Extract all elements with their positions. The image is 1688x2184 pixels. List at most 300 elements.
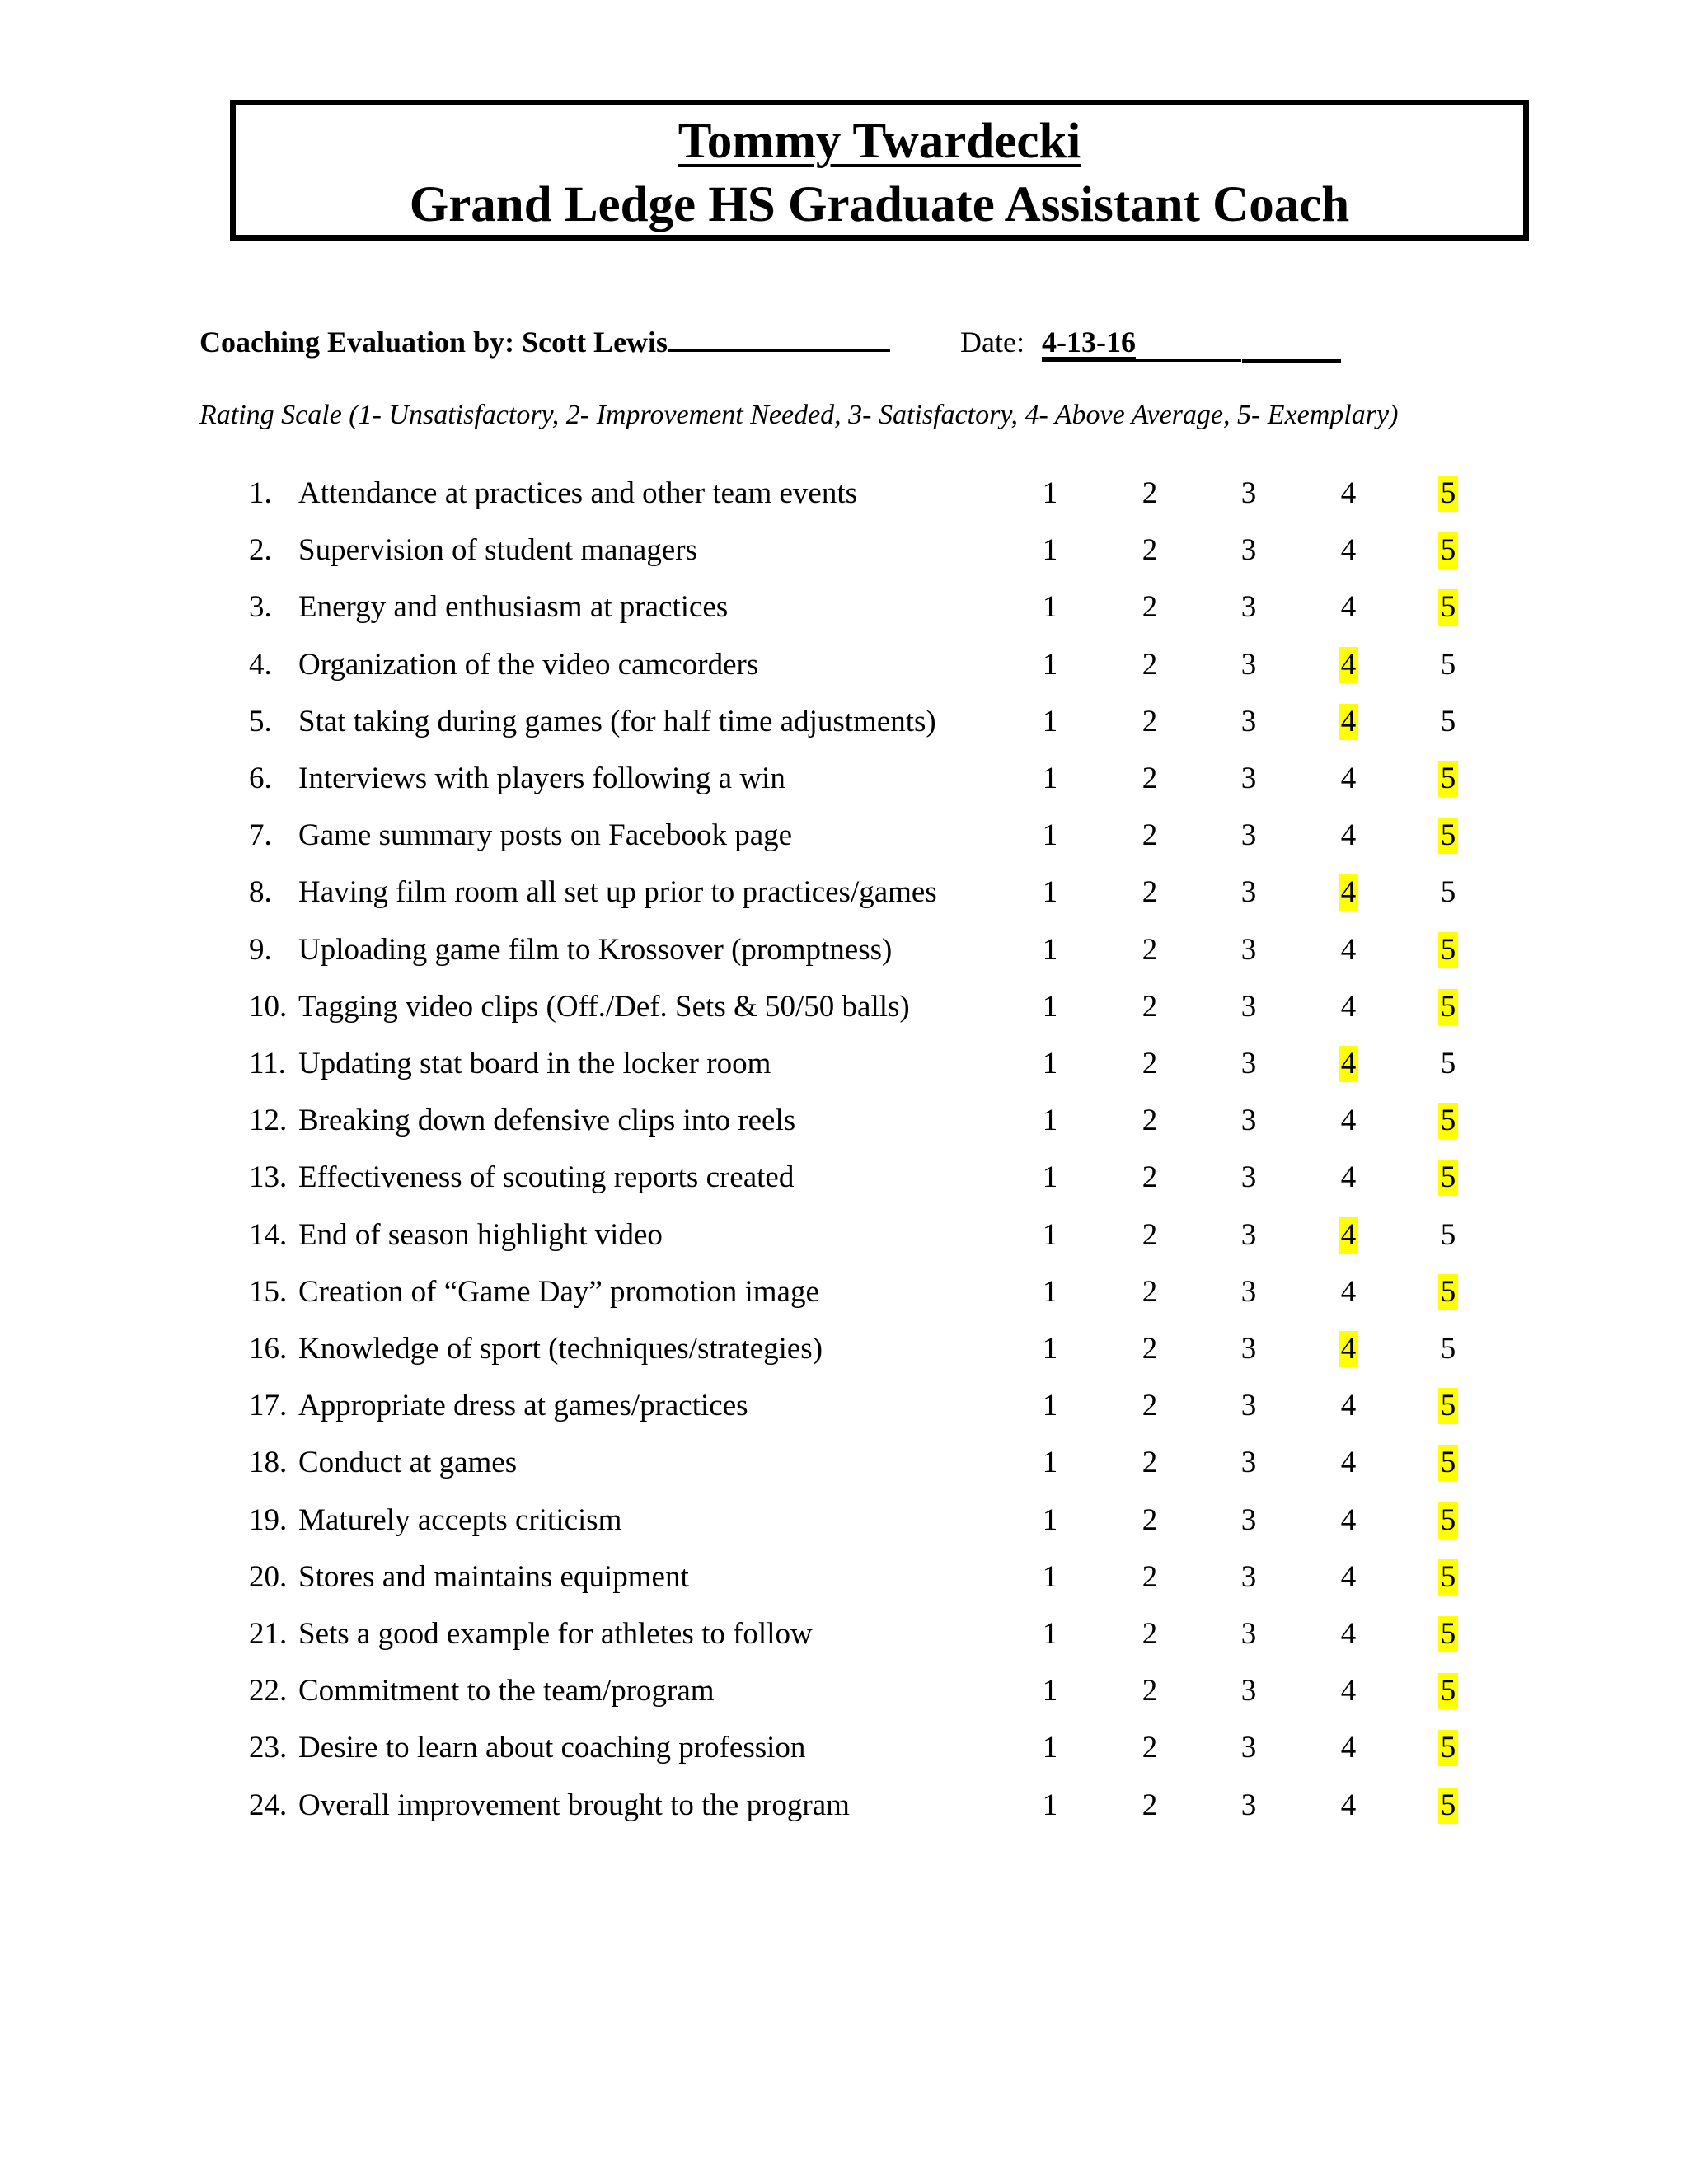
rating-option-2 — [1133, 1788, 1166, 1824]
rating-scale: Rating Scale (1- Unsatisfactory, 2- Improvement Needed, 3- Satisfactory, 4- Above Average, 5- Exemplary) — [199, 400, 1399, 430]
rating-option-1 — [1034, 1274, 1067, 1310]
rating-value: 1 — [1042, 1160, 1058, 1195]
item-number: 9. — [249, 932, 272, 967]
rating-value: 2 — [1142, 647, 1158, 682]
rating-value: 3 — [1240, 762, 1257, 795]
selected-rating: 5 — [1438, 818, 1459, 854]
rating-option-5 — [1432, 532, 1465, 569]
evaluation-row — [0, 1788, 1688, 1837]
evaluation-row — [0, 704, 1688, 753]
rating-option-5 — [1432, 1445, 1465, 1481]
rating-value: 2 — [1142, 932, 1158, 967]
item-text: Supervision of student managers — [298, 533, 697, 568]
rating-option-2 — [1133, 704, 1166, 740]
evaluation-row — [0, 932, 1688, 982]
rating-option-1 — [1034, 704, 1067, 740]
evaluation-row — [0, 1217, 1688, 1267]
rating-option-3 — [1232, 476, 1265, 512]
evaluation-row — [0, 874, 1688, 924]
rating-value: 3 — [1240, 1104, 1257, 1138]
rating-value: 1 — [1042, 875, 1058, 910]
rating-value: 1 — [1042, 989, 1058, 1024]
item-number: 18. — [249, 1446, 288, 1480]
rating-value: 1 — [1042, 762, 1058, 795]
rating-value: 3 — [1240, 1559, 1257, 1594]
item-number: 21. — [249, 1617, 288, 1651]
rating-value: 3 — [1240, 1788, 1257, 1822]
rating-value: 1 — [1042, 818, 1058, 853]
rating-option-5 — [1432, 1103, 1465, 1139]
rating-option-2 — [1133, 1160, 1166, 1196]
rating-option-4 — [1332, 1445, 1365, 1481]
item-text: Organization of the video camcorders — [298, 647, 759, 682]
rating-value: 1 — [1042, 704, 1058, 738]
item-text: Game summary posts on Facebook page — [298, 818, 793, 853]
evaluator-line — [199, 327, 890, 357]
rating-value: 1 — [1042, 476, 1058, 510]
rating-option-5 — [1432, 1046, 1465, 1082]
selected-rating: 5 — [1438, 1388, 1459, 1424]
rating-option-1 — [1034, 932, 1067, 968]
rating-value: 2 — [1142, 533, 1158, 568]
rating-option-1 — [1034, 818, 1067, 854]
item-text: Appropriate dress at games/practices — [298, 1389, 748, 1423]
item-number: 20. — [249, 1559, 288, 1594]
rating-value: 4 — [1340, 476, 1357, 510]
selected-rating: 4 — [1339, 1046, 1359, 1082]
item-text: Desire to learn about coaching profession — [298, 1731, 806, 1765]
evaluation-row — [0, 1046, 1688, 1095]
rating-value: 2 — [1142, 476, 1158, 510]
rating-value: 4 — [1340, 989, 1357, 1024]
evaluation-row — [0, 1274, 1688, 1324]
item-text: Stores and maintains equipment — [298, 1559, 689, 1594]
rating-value: 2 — [1142, 818, 1158, 853]
selected-rating: 5 — [1438, 932, 1459, 968]
rating-option-2 — [1133, 589, 1166, 626]
item-text: Creation of “Game Day” promotion image — [298, 1274, 819, 1309]
rating-value: 1 — [1042, 647, 1058, 682]
rating-option-5 — [1432, 761, 1465, 797]
rating-value: 4 — [1340, 932, 1357, 967]
rating-value: 4 — [1340, 1160, 1357, 1195]
evaluation-row — [0, 1388, 1688, 1437]
evaluation-row — [0, 1502, 1688, 1552]
rating-value: 2 — [1142, 1047, 1158, 1080]
rating-option-3 — [1232, 1788, 1265, 1824]
selected-rating: 5 — [1438, 1788, 1459, 1824]
item-number: 11. — [249, 1047, 286, 1080]
rating-value: 1 — [1042, 1617, 1058, 1651]
item-text: Effectiveness of scouting reports created — [298, 1160, 795, 1195]
rating-option-4 — [1332, 818, 1365, 854]
rating-value: 4 — [1340, 1559, 1357, 1594]
rating-value: 3 — [1240, 818, 1257, 853]
rating-option-4 — [1332, 1730, 1365, 1766]
rating-option-1 — [1034, 1046, 1067, 1082]
evaluation-row — [0, 989, 1688, 1038]
rating-option-1 — [1034, 1730, 1067, 1766]
evaluation-row — [0, 818, 1688, 867]
rating-option-1 — [1034, 1388, 1067, 1424]
rating-value: 3 — [1240, 1160, 1257, 1195]
rating-option-3 — [1232, 932, 1265, 968]
date-label: Date: — [960, 326, 1025, 359]
item-number: 12. — [249, 1104, 288, 1138]
selected-rating: 5 — [1438, 1616, 1459, 1652]
rating-option-3 — [1232, 1388, 1265, 1424]
rating-option-4 — [1332, 1388, 1365, 1424]
rating-option-4 — [1332, 932, 1365, 968]
rating-value: 2 — [1142, 1731, 1158, 1765]
item-text: Sets a good example for athletes to follow — [298, 1617, 813, 1651]
date-underline — [1042, 359, 1241, 362]
rating-option-1 — [1034, 1217, 1067, 1254]
rating-value: 1 — [1042, 533, 1058, 568]
rating-option-3 — [1232, 704, 1265, 740]
item-number: 5. — [249, 704, 272, 738]
rating-value: 1 — [1042, 1446, 1058, 1480]
rating-option-5 — [1432, 1502, 1465, 1539]
rating-value: 2 — [1142, 875, 1158, 910]
rating-value: 1 — [1042, 1674, 1058, 1708]
selected-rating: 5 — [1438, 1103, 1459, 1139]
rating-option-5 — [1432, 989, 1465, 1025]
item-text: Commitment to the team/program — [298, 1674, 715, 1708]
rating-option-4 — [1332, 1559, 1365, 1596]
rating-value: 1 — [1042, 1389, 1058, 1423]
rating-option-4 — [1332, 589, 1365, 626]
rating-value: 3 — [1240, 1502, 1257, 1537]
evaluator-label: Coaching Evaluation by: Scott Lewis — [199, 326, 668, 359]
rating-value: 3 — [1240, 476, 1257, 510]
rating-option-3 — [1232, 589, 1265, 626]
evaluator-blank — [668, 349, 890, 352]
rating-option-2 — [1133, 1274, 1166, 1310]
rating-option-1 — [1034, 1502, 1067, 1539]
item-text: Tagging video clips (Off./Def. Sets & 50/50 balls) — [298, 989, 910, 1024]
rating-value: 2 — [1142, 1332, 1158, 1366]
evaluation-row — [0, 761, 1688, 810]
rating-value: 2 — [1142, 1160, 1158, 1195]
rating-option-5 — [1432, 1160, 1465, 1196]
coach-role: Grand Ledge HS Graduate Assistant Coach — [409, 177, 1350, 232]
selected-rating: 4 — [1339, 1217, 1359, 1254]
rating-value: 4 — [1340, 1674, 1357, 1708]
rating-value: 2 — [1142, 1217, 1158, 1252]
rating-option-2 — [1133, 476, 1166, 512]
rating-option-2 — [1133, 1673, 1166, 1709]
evaluation-row — [0, 1559, 1688, 1609]
rating-option-5 — [1432, 874, 1465, 911]
item-number: 7. — [249, 818, 272, 853]
rating-option-2 — [1133, 1103, 1166, 1139]
rating-value: 1 — [1042, 1788, 1058, 1822]
selected-rating: 5 — [1438, 1160, 1459, 1196]
item-text: Uploading game film to Krossover (promptness) — [298, 932, 893, 967]
item-text: Breaking down defensive clips into reels — [298, 1104, 796, 1138]
rating-value: 4 — [1340, 1731, 1357, 1765]
rating-value: 4 — [1340, 533, 1357, 568]
selected-rating: 5 — [1438, 1502, 1459, 1539]
rating-value: 4 — [1340, 1502, 1357, 1537]
rating-option-2 — [1133, 1616, 1166, 1652]
rating-value: 3 — [1240, 647, 1257, 682]
rating-value: 2 — [1142, 1274, 1158, 1309]
evaluation-row — [0, 1673, 1688, 1722]
rating-option-1 — [1034, 476, 1067, 512]
rating-value: 4 — [1340, 762, 1357, 795]
item-text: Attendance at practices and other team events — [298, 476, 858, 510]
rating-value: 3 — [1240, 1389, 1257, 1423]
rating-option-2 — [1133, 1217, 1166, 1254]
date-value: 4-13-16 — [1042, 326, 1136, 359]
item-number: 16. — [249, 1332, 288, 1366]
item-number: 6. — [249, 762, 272, 795]
rating-option-5 — [1432, 818, 1465, 854]
item-number: 22. — [249, 1674, 288, 1708]
rating-option-4 — [1332, 761, 1365, 797]
evaluation-row — [0, 1616, 1688, 1666]
item-text: Maturely accepts criticism — [298, 1502, 622, 1537]
rating-value: 3 — [1240, 1332, 1257, 1366]
coach-name: Tommy Twardecki — [678, 114, 1081, 169]
rating-option-4 — [1332, 647, 1365, 683]
rating-value: 1 — [1042, 1274, 1058, 1309]
rating-option-2 — [1133, 818, 1166, 854]
rating-option-2 — [1133, 1502, 1166, 1539]
item-number: 1. — [249, 476, 272, 510]
rating-value: 3 — [1240, 989, 1257, 1024]
rating-option-1 — [1034, 1673, 1067, 1709]
item-number: 3. — [249, 590, 272, 625]
rating-value: 4 — [1340, 1274, 1357, 1309]
selected-rating: 5 — [1438, 761, 1459, 797]
rating-option-4 — [1332, 1274, 1365, 1310]
rating-value: 3 — [1240, 1274, 1257, 1309]
evaluation-row — [0, 476, 1688, 525]
rating-value: 3 — [1240, 590, 1257, 625]
item-text: Knowledge of sport (techniques/strategies) — [298, 1332, 823, 1366]
item-text: Stat taking during games (for half time adjustments) — [298, 704, 936, 738]
rating-option-1 — [1034, 1445, 1067, 1481]
rating-option-3 — [1232, 1160, 1265, 1196]
rating-option-3 — [1232, 989, 1265, 1025]
rating-option-3 — [1232, 818, 1265, 854]
selected-rating: 5 — [1438, 1445, 1459, 1481]
rating-option-3 — [1232, 1217, 1265, 1254]
rating-option-3 — [1232, 761, 1265, 797]
rating-option-4 — [1332, 1331, 1365, 1367]
rating-option-3 — [1232, 1616, 1265, 1652]
rating-option-2 — [1133, 647, 1166, 683]
rating-option-4 — [1332, 989, 1365, 1025]
selected-rating: 4 — [1339, 647, 1359, 683]
rating-option-2 — [1133, 1730, 1166, 1766]
evaluation-row — [0, 532, 1688, 582]
rating-value: 2 — [1142, 704, 1158, 738]
rating-value: 2 — [1142, 1559, 1158, 1594]
rating-value: 4 — [1340, 590, 1357, 625]
rating-option-1 — [1034, 1616, 1067, 1652]
rating-option-2 — [1133, 932, 1166, 968]
rating-option-3 — [1232, 1730, 1265, 1766]
rating-option-4 — [1332, 874, 1365, 911]
rating-value: 1 — [1042, 1502, 1058, 1537]
rating-option-1 — [1034, 989, 1067, 1025]
rating-value: 4 — [1340, 1446, 1357, 1480]
rating-option-2 — [1133, 1445, 1166, 1481]
rating-option-3 — [1232, 647, 1265, 683]
rating-option-4 — [1332, 476, 1365, 512]
rating-value: 3 — [1240, 1047, 1257, 1080]
rating-value: 2 — [1142, 1674, 1158, 1708]
rating-option-2 — [1133, 1388, 1166, 1424]
item-number: 13. — [249, 1160, 288, 1195]
rating-option-5 — [1432, 1730, 1465, 1766]
date-underline-extension — [1242, 359, 1341, 363]
evaluation-row — [0, 1730, 1688, 1779]
rating-value: 5 — [1440, 875, 1456, 910]
rating-option-1 — [1034, 532, 1067, 569]
rating-value: 2 — [1142, 1104, 1158, 1138]
rating-option-3 — [1232, 1502, 1265, 1539]
selected-rating: 5 — [1438, 989, 1459, 1025]
rating-option-4 — [1332, 1217, 1365, 1254]
rating-option-2 — [1133, 874, 1166, 911]
rating-value: 3 — [1240, 1731, 1257, 1765]
rating-value: 1 — [1042, 1104, 1058, 1138]
rating-option-5 — [1432, 1388, 1465, 1424]
rating-value: 1 — [1042, 932, 1058, 967]
rating-option-4 — [1332, 704, 1365, 740]
rating-option-4 — [1332, 1788, 1365, 1824]
item-number: 4. — [249, 647, 272, 682]
rating-option-5 — [1432, 704, 1465, 740]
selected-rating: 4 — [1339, 704, 1359, 740]
rating-value: 5 — [1440, 647, 1456, 682]
rating-option-1 — [1034, 589, 1067, 626]
selected-rating: 5 — [1438, 1673, 1459, 1709]
selected-rating: 5 — [1438, 589, 1459, 626]
item-text: Having film room all set up prior to practices/games — [298, 875, 937, 910]
rating-option-3 — [1232, 1331, 1265, 1367]
rating-value: 2 — [1142, 1788, 1158, 1822]
rating-value: 3 — [1240, 1446, 1257, 1480]
rating-option-5 — [1432, 1274, 1465, 1310]
rating-option-4 — [1332, 1046, 1365, 1082]
item-text: Updating stat board in the locker room — [298, 1047, 771, 1080]
rating-value: 5 — [1440, 1217, 1456, 1252]
rating-option-4 — [1332, 532, 1365, 569]
rating-value: 4 — [1340, 1104, 1357, 1138]
rating-option-4 — [1332, 1673, 1365, 1709]
rating-value: 1 — [1042, 1332, 1058, 1366]
item-text: Overall improvement brought to the program — [298, 1788, 850, 1822]
selected-rating: 5 — [1438, 1559, 1459, 1596]
selected-rating: 5 — [1438, 532, 1459, 569]
rating-value: 5 — [1440, 704, 1456, 738]
rating-value: 2 — [1142, 1502, 1158, 1537]
rating-option-3 — [1232, 874, 1265, 911]
item-number: 14. — [249, 1217, 288, 1252]
item-number: 19. — [249, 1502, 288, 1537]
rating-option-3 — [1232, 1559, 1265, 1596]
rating-value: 3 — [1240, 1617, 1257, 1651]
rating-value: 2 — [1142, 762, 1158, 795]
rating-value: 3 — [1240, 875, 1257, 910]
rating-option-5 — [1432, 1673, 1465, 1709]
rating-option-4 — [1332, 1616, 1365, 1652]
rating-value: 2 — [1142, 1446, 1158, 1480]
rating-option-3 — [1232, 1046, 1265, 1082]
rating-option-1 — [1034, 1559, 1067, 1596]
rating-value: 3 — [1240, 1674, 1257, 1708]
item-number: 23. — [249, 1731, 288, 1765]
rating-value: 2 — [1142, 1617, 1158, 1651]
rating-value: 2 — [1142, 590, 1158, 625]
evaluation-row — [0, 1103, 1688, 1152]
rating-option-3 — [1232, 1673, 1265, 1709]
rating-option-1 — [1034, 1103, 1067, 1139]
rating-value: 1 — [1042, 1217, 1058, 1252]
rating-value: 4 — [1340, 1617, 1357, 1651]
rating-option-5 — [1432, 1559, 1465, 1596]
item-number: 24. — [249, 1788, 288, 1822]
rating-option-1 — [1034, 1160, 1067, 1196]
rating-value: 2 — [1142, 1389, 1158, 1423]
rating-option-5 — [1432, 1331, 1465, 1367]
evaluation-row — [0, 1160, 1688, 1209]
item-number: 15. — [249, 1274, 288, 1309]
title-box — [230, 100, 1529, 241]
item-number: 8. — [249, 875, 272, 910]
rating-value: 5 — [1440, 1047, 1456, 1080]
rating-option-5 — [1432, 476, 1465, 512]
item-text: Energy and enthusiasm at practices — [298, 590, 729, 625]
rating-option-2 — [1133, 1331, 1166, 1367]
rating-value: 3 — [1240, 1217, 1257, 1252]
item-number: 10. — [249, 989, 288, 1024]
rating-value: 3 — [1240, 932, 1257, 967]
selected-rating: 4 — [1339, 1331, 1359, 1367]
rating-option-1 — [1034, 761, 1067, 797]
rating-value: 2 — [1142, 989, 1158, 1024]
evaluation-row — [0, 647, 1688, 696]
rating-option-3 — [1232, 532, 1265, 569]
rating-value: 5 — [1440, 1332, 1456, 1366]
rating-value: 3 — [1240, 533, 1257, 568]
rating-option-5 — [1432, 1616, 1465, 1652]
rating-value: 1 — [1042, 1047, 1058, 1080]
selected-rating: 4 — [1339, 874, 1359, 911]
rating-option-1 — [1034, 874, 1067, 911]
evaluation-row — [0, 1445, 1688, 1494]
rating-option-5 — [1432, 932, 1465, 968]
rating-option-5 — [1432, 589, 1465, 626]
rating-value: 4 — [1340, 818, 1357, 853]
rating-option-2 — [1133, 532, 1166, 569]
rating-option-2 — [1133, 761, 1166, 797]
rating-option-3 — [1232, 1445, 1265, 1481]
rating-option-2 — [1133, 989, 1166, 1025]
rating-option-1 — [1034, 1331, 1067, 1367]
rating-value: 1 — [1042, 1731, 1058, 1765]
rating-option-2 — [1133, 1046, 1166, 1082]
rating-value: 4 — [1340, 1389, 1357, 1423]
item-text: End of season highlight video — [298, 1217, 663, 1252]
evaluation-row — [0, 589, 1688, 639]
